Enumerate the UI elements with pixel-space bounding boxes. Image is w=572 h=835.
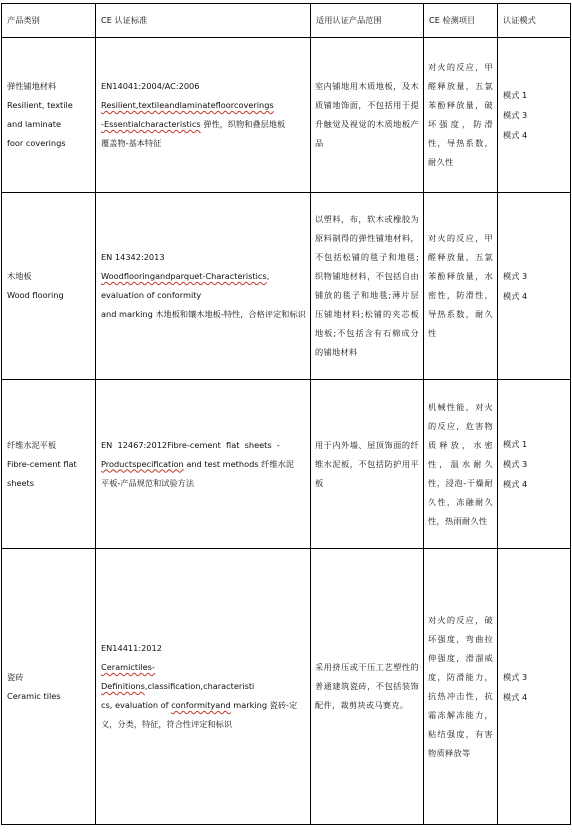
category-cn: 纤维水泥平板 bbox=[7, 439, 57, 450]
category-cn: 瓷砖 bbox=[7, 671, 24, 682]
category-en: Resilient, textile bbox=[7, 100, 73, 110]
scope-text: 室内铺地用木质地板，及木质铺地饰面，不包括用于提升触觉及视觉的木质地板产品 bbox=[315, 81, 419, 148]
mode-cell bbox=[498, 380, 571, 549]
mode-item: 模式 1 bbox=[503, 439, 528, 449]
standard-title-cn: and marking 木地板和镶木地板-特性，合格评定和标识 bbox=[101, 309, 306, 319]
header-product-scope: 适用认证产品范围 bbox=[311, 4, 424, 38]
tests-text: 机械性能，对火的反应，危害物质释放，水密性，温水耐久性，浸泡-干燥耐久性，冻融耐久性，热雨耐久性 bbox=[428, 401, 493, 526]
standard-cell bbox=[96, 380, 311, 549]
standard-title: EN 12467:2012Fibre-cement flat sheets - bbox=[101, 439, 280, 450]
standard-title-cn: 覆盖物-基本特征 bbox=[101, 138, 162, 148]
standard-cell bbox=[96, 549, 311, 825]
table-row bbox=[2, 380, 571, 549]
standard-title-cn: 平板-产品规范和试验方法 bbox=[101, 477, 195, 488]
scope-text: 用于内外墙、屋顶饰面的纤维水泥板，不包括防护用平板 bbox=[315, 439, 419, 488]
mode-cell bbox=[498, 38, 571, 193]
mode-cell bbox=[498, 193, 571, 380]
standard-title-part: -Essentialcharacteristics bbox=[101, 119, 201, 129]
category-en: Fibre-cement flat bbox=[7, 458, 77, 469]
mode-cell bbox=[498, 549, 571, 825]
standard-title-part: Ceramictiles-Definitions bbox=[101, 662, 155, 691]
tests-text: 对火的反应，破坏强度，弯曲拉伸强度，滑溜威度，防滑能力，抗热冲击性，抗霜冻解冻能力，粘结强度，有害物质释放等 bbox=[428, 614, 493, 758]
header-certification-mode: 认证模式 bbox=[498, 4, 571, 38]
category-en: Wood flooring bbox=[7, 290, 64, 300]
category-cell bbox=[2, 38, 96, 193]
standard-code: EN14041:2004/AC:2006 bbox=[101, 81, 200, 91]
standard-title bbox=[101, 267, 306, 286]
standard-title: Resilient,textileandlaminatefloorcoverings bbox=[101, 100, 274, 110]
category-en: sheets bbox=[7, 477, 35, 488]
category-en: Ceramic tiles bbox=[7, 690, 61, 701]
scope-text: 以塑料，布，软木或橡胶为原料制得的弹性铺地材料，不包括松铺的毯子和地毯;织物铺地材料，不包括自由铺放的毯子和地毯;薄片层压铺地材料;松铺的夹芯板地板;不包括含有石棉成分的铺地材料 bbox=[315, 214, 419, 357]
table-header-row bbox=[2, 4, 571, 38]
mode-item: 模式 4 bbox=[503, 130, 528, 140]
table-row bbox=[2, 549, 571, 825]
standard-title-part: Woodflooringandparquet-Characteristics bbox=[101, 271, 267, 281]
standard-title-part: and test methods 纤维水泥 bbox=[183, 458, 294, 469]
tests-cell bbox=[424, 38, 498, 193]
category-en: foor coverings bbox=[7, 138, 66, 148]
scope-text: 采用挤压或干压工艺塑性的普通建筑瓷砖，不包括装饰配件，裁剪块或马赛克。 bbox=[315, 662, 419, 710]
tests-cell bbox=[424, 193, 498, 380]
header-test-items: CE 检测项目 bbox=[424, 4, 498, 38]
standard-title bbox=[101, 658, 306, 696]
standard-cell bbox=[96, 193, 311, 380]
category-cell bbox=[2, 193, 96, 380]
standard-cell bbox=[96, 38, 311, 193]
scope-cell bbox=[311, 549, 424, 825]
ce-certification-table bbox=[1, 3, 571, 825]
category-cell bbox=[2, 380, 96, 549]
standard-title-part: cs, evaluation of bbox=[101, 700, 172, 710]
category-cell bbox=[2, 549, 96, 825]
standard-title-part: Productspecification bbox=[101, 458, 184, 469]
category-en: and laminate bbox=[7, 119, 62, 129]
standard-title-part: conformityand bbox=[171, 700, 231, 710]
tests-cell bbox=[424, 549, 498, 825]
tests-text: 对火的反应，甲醛释放量，五氯苯酚释放量，水密性，防滑性，导热系数，耐久性 bbox=[428, 233, 493, 338]
scope-cell bbox=[311, 38, 424, 193]
standard-code: EN14411:2012 bbox=[101, 643, 162, 653]
mode-item: 模式 3 bbox=[503, 110, 528, 120]
mode-item: 模式 4 bbox=[503, 479, 528, 489]
standard-title bbox=[101, 115, 306, 134]
standard-title-part: , bbox=[266, 271, 270, 281]
standard-title: evaluation of conformity bbox=[101, 290, 202, 300]
standard-title-part: ,classification,characteristi bbox=[144, 681, 255, 691]
category-cn: 木地板 bbox=[7, 271, 32, 281]
header-product-category: 产品类别 bbox=[2, 4, 96, 38]
standard-title-cn: 义，分类，特征，符合性评定和标识 bbox=[101, 719, 233, 729]
category-cn: 弹性铺地材料 bbox=[7, 81, 57, 91]
mode-item: 模式 3 bbox=[503, 459, 528, 469]
mode-item: 模式 4 bbox=[503, 291, 528, 301]
table-row bbox=[2, 38, 571, 193]
standard-title bbox=[101, 696, 306, 715]
scope-cell bbox=[311, 193, 424, 380]
standard-title-part: 弹性，织物和叠层地板 bbox=[200, 119, 286, 129]
tests-cell bbox=[424, 380, 498, 549]
mode-item: 模式 3 bbox=[503, 271, 528, 281]
standard-title bbox=[101, 455, 306, 474]
mode-item: 模式 1 bbox=[503, 90, 528, 100]
standard-title-part: marking 瓷砖-定 bbox=[230, 700, 298, 710]
mode-item: 模式 4 bbox=[503, 691, 528, 702]
tests-text: 对火的反应，甲醛释放量，五氯苯酚释放量，破坏强度，防滑性，导热系数，耐久性 bbox=[428, 62, 493, 167]
mode-item: 模式 3 bbox=[503, 671, 528, 682]
table-row bbox=[2, 193, 571, 380]
header-ce-standard: CE 认证标准 bbox=[96, 4, 311, 38]
scope-cell bbox=[311, 380, 424, 549]
standard-code: EN 14342:2013 bbox=[101, 252, 165, 262]
